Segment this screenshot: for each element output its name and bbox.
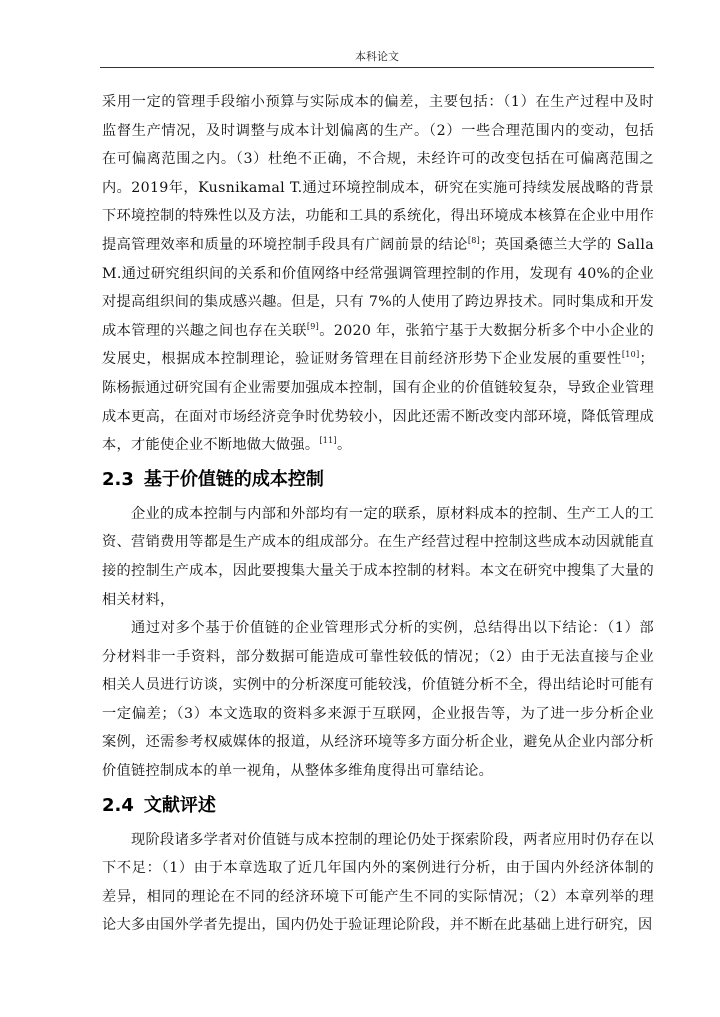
section-number: 2.3 [102, 468, 134, 490]
section-heading-2-3 [102, 464, 654, 496]
paragraph-text: 采用一定的管理手段缩小预算与实际成本的偏差，主要包括：（1）在生产过程中及时监督生产情况，及时调整与成本计划偏离的生产。（2）一些合理范围内的变动，包括在可偏离范围之内。（3）杜绝不正确，不合规，未经许可的改变包括在可偏离范围之内。2019年，Kusnikamal T.通过环境控制成本，研究在实施可持续发展战略的背景下环境控制的特殊性以及方法，功能和工具的系统化，得出环境成本核算在企业中用作提高管理效率和质量的环境控制手段具有广阔前景的结论 [102, 94, 654, 253]
paragraph-text: 。2020 年，张筘宁基于大数据分析多个中小企业的发展史，根据成本控制理论，验证财务管理在目前经济形势下企业发展的重要性 [102, 322, 654, 368]
section-title: 文献评述 [143, 794, 216, 816]
running-header: 本科论文 [355, 50, 399, 63]
citation-8: [8] [467, 235, 481, 245]
paragraph-text: ；英国桑德兰大学的 Salla M.通过研究组织间的关系和价值网络中经常强调管理控制的作用，发现有 40%的企业对提高组织间的集成感兴趣。但是，只有 7%的人使用了跨边界技术。同时集成和开发成本管理的兴趣之间也存在关联 [102, 236, 654, 339]
section-title: 基于价值链的成本控制 [143, 468, 324, 490]
header-rule [100, 67, 654, 68]
section-number: 2.4 [102, 794, 134, 816]
paragraph-text: ；陈杨振通过研究国有企业需要加强成本控制，国有企业的价值链较复杂，导致企业管理成本更高，在面对市场经济竞争时优势较小，因此还需不断改变内部环境，降低管理成本，才能使企业不断地做大做强。 [102, 351, 654, 454]
section-heading-2-4 [102, 790, 654, 822]
citation-9: [9] [306, 321, 320, 331]
page-content [102, 88, 654, 940]
citation-10: [10] [621, 350, 640, 360]
paragraph-value-chain-intro: 企业的成本控制与内部和外部均有一定的联系，原材料成本的控制、生产工人的工资、营销费用等都是生产成本的组成部分。在生产经营过程中控制这些成本动因就能直接的控制生产成本，因此要搜集大量关于成本控制的材料。本文在研究中搜集了大量的相关材料， [102, 505, 654, 608]
citation-11: [11] [319, 436, 337, 446]
paragraph-literature-review: 现阶段诸多学者对价值链与成本控制的理论仍处于探索阶段，两者应用时仍存在以下不足：（1）由于本章选取了近几年国内外的案例进行分析，由于国内外经济体制的差异，相同的理论在不同的经济环境下可能产生不同的实际情况；（2）本章列举的理论大多由国外学者先提出，国内仍处于验证理论阶段，并不断在此基础上进行研究，因 [102, 831, 654, 934]
paragraph-text: 。 [336, 437, 352, 454]
paragraph-value-chain-conclusions: 通过对多个基于价值链的企业管理形式分析的实例，总结得出以下结论：（1）部分材料非一手资料，部分数据可能造成可靠性较低的情况；（2）由于无法直接与企业相关人员进行访谈，实例中的分析深度可能较浅，价值链分析不全，得出结论时可能有一定偏差；（3）本文选取的资料多来源于互联网，企业报告等，为了进一步分析企业案例，还需参考权威媒体的报道，从经济环境等多方面分析企业，避免从企业内部分析价值链控制成本的单一视角，从整体多维角度得出可靠结论。 [102, 620, 654, 780]
paragraph-cost-control-literature [102, 88, 654, 460]
